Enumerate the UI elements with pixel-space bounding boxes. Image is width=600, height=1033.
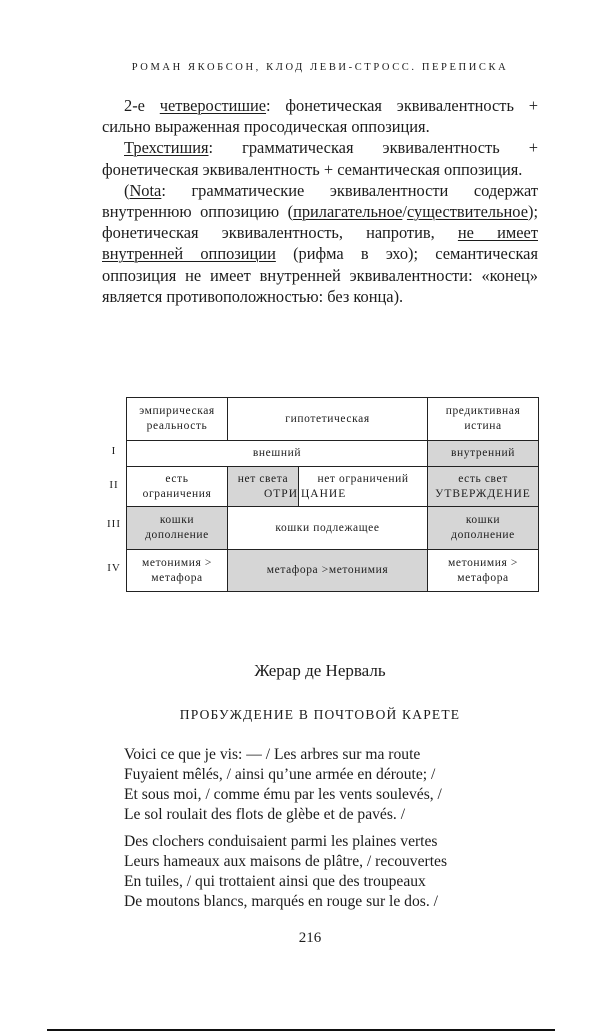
cell-light: [428, 467, 539, 507]
cell-text: нет света: [237, 472, 289, 485]
cell-text: предиктивная истина: [445, 405, 521, 432]
poem-line: Et sous moi, / comme ému par les vents soulevés, /: [124, 786, 442, 803]
header-empirical: [127, 398, 228, 441]
cell-text: УТВЕРЖДЕНИЕ: [435, 487, 531, 500]
table-row: [127, 550, 539, 592]
underlined-term: существительное: [406, 202, 528, 222]
text-run: : грамматические эквивалентности содержат внутреннюю оппозицию (: [102, 180, 538, 222]
paragraph-quatrain: [102, 95, 538, 137]
poem-line: De moutons blancs, marqués en rouge sur le dos. /: [124, 893, 438, 910]
table-row: [127, 441, 539, 467]
table-row: [127, 467, 539, 507]
text-run: ); фонетическая эквивалентность, напротив,: [102, 202, 538, 243]
bottom-rule: [47, 1029, 555, 1031]
underlined-term: четверостишие: [159, 96, 267, 115]
table-row: [127, 398, 539, 441]
cell-cats-object: [428, 507, 539, 550]
cell-text: дополнение: [451, 529, 515, 541]
poem-line: Fuyaient mêlés, / ainsi qu’une armée en déroute; /: [124, 766, 436, 783]
poem-line: Voici ce que je vis: — / Les arbres sur ma route: [124, 746, 421, 763]
cell-text: метонимия >: [142, 556, 212, 569]
cell-cats-subject: кошки подлежащее: [228, 507, 428, 550]
cell-text: есть: [165, 472, 189, 485]
body-text: [102, 95, 538, 307]
cell-text: есть свет: [458, 472, 508, 485]
poem-stanza-2: [124, 832, 544, 912]
poem-line: Le sol roulait des flots de glèbe et de pavés. /: [124, 806, 406, 823]
cell-text: ОТРИ: [263, 487, 298, 500]
cell-metonymy: [127, 550, 228, 592]
cell-text: метафора: [457, 571, 509, 584]
cell-text: нет ограничений: [317, 472, 409, 485]
row-label: III: [107, 518, 121, 530]
cell-outer: внешний: [127, 441, 428, 467]
poem-line: Leurs hameaux aux maisons de plâtre, / recouvertes: [124, 853, 448, 870]
poem-stanza-1: [124, 745, 544, 825]
cell-text: эмпирическая реальность: [139, 405, 215, 432]
cell-text: кошки: [465, 514, 501, 526]
paragraph-tercets: [102, 137, 538, 179]
cell-inner: внутренний: [428, 441, 539, 467]
running-head: РОМАН ЯКОБСОН, КЛОД ЛЕВИ-СТРОСС. ПЕРЕПИСКА: [131, 62, 509, 73]
underlined-term: Nota: [129, 180, 162, 200]
header-predictive: [428, 398, 539, 441]
text-run: /: [402, 202, 407, 222]
text-run: : фонетическая эквивалентность + сильно выраженная просодическая оппозиция.: [102, 96, 538, 137]
row-label: IV: [107, 562, 121, 574]
cell-text: кошки: [159, 514, 195, 526]
underlined-term: не имеет внутренней оппозиции: [102, 223, 538, 264]
cell-text: дополнение: [145, 529, 209, 541]
cell-text: ЦАНИЕ: [301, 487, 347, 500]
paragraph-nota: [102, 180, 538, 307]
row-label: II: [109, 479, 119, 491]
cell-text: метафора: [151, 571, 203, 584]
row-label: I: [111, 445, 117, 457]
table-row: [127, 507, 539, 550]
underlined-term: прилагательное: [293, 202, 403, 222]
text-run: : грамматическая эквивалентность + фонетическая эквивалентность + семантическая оппозиция.: [102, 138, 538, 179]
cell-limits: [127, 467, 228, 507]
cell-cats-object: [127, 507, 228, 550]
text-run: 2-е: [124, 96, 160, 115]
poem-title: ПРОБУЖДЕНИЕ В ПОЧТОВОЙ КАРЕТЕ: [179, 707, 461, 722]
scheme-table: [126, 397, 539, 592]
cell-metonymy: [428, 550, 539, 592]
cell-no-light: [228, 467, 299, 507]
poem-author: Жерар де Нерваль: [254, 661, 386, 680]
poem-line: Des clochers conduisaient parmi les plaines vertes: [124, 833, 438, 850]
text-run: (: [124, 180, 130, 200]
underlined-term: Трехстишия: [124, 138, 209, 158]
cell-text: метонимия >: [448, 556, 519, 569]
cell-text: ограничения: [142, 487, 212, 500]
opposition-table: [102, 397, 538, 591]
header-hypothetical: гипотетическая: [228, 398, 428, 441]
poem-line: En tuiles, / qui trottaient ainsi que des troupeaux: [124, 873, 426, 890]
text-run: (рифма в эхо); семантическая оппозиция не имеет внутренней эквивалентности: «конец» является противоположностью: без конца).: [102, 244, 538, 306]
page-number: 216: [298, 930, 322, 946]
cell-metaphor: метафора >метонимия: [228, 550, 428, 592]
cell-no-limits: [299, 467, 428, 507]
